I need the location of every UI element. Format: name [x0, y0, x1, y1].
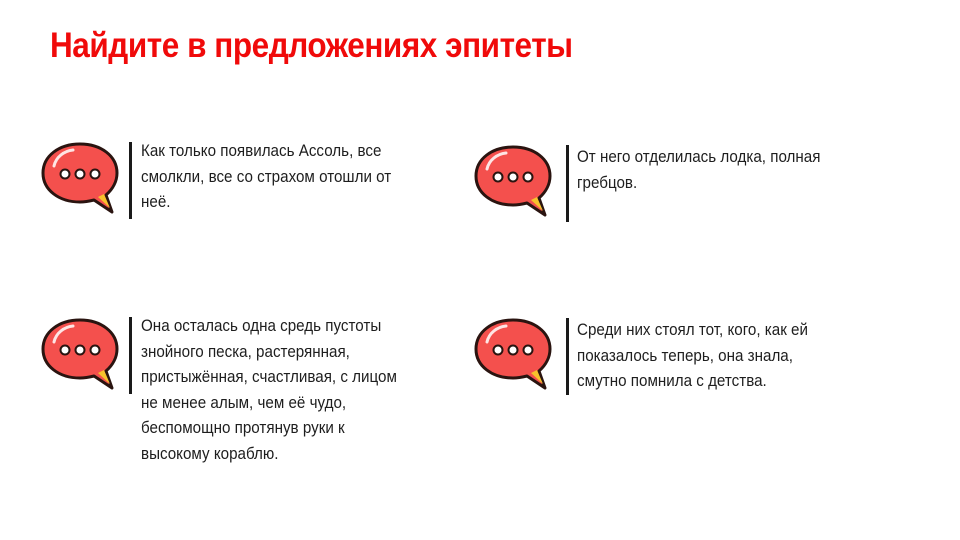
speech-bubble-icon — [40, 140, 120, 216]
sentence-text: Как только появилась Ассоль, все смолкли, все со страхом отошли от неё. — [141, 142, 392, 211]
speech-bubble-icon — [473, 316, 553, 392]
divider-line — [566, 145, 569, 222]
sentence-text: Среди них стоял тот, кого, как ей показалось теперь, она знала, смутно помнила с детства. — [577, 321, 808, 390]
sentence-text: От него отделилась лодка, полная гребцов. — [577, 148, 821, 192]
divider-line — [129, 317, 132, 394]
speech-bubble-icon — [40, 316, 120, 392]
divider-line — [566, 318, 569, 395]
speech-bubble-icon — [473, 143, 553, 219]
slide-title: Найдите в предложениях эпитеты — [50, 26, 573, 65]
sentence-text: Она осталась одна средь пустоты знойного песка, растерянная, пристыжённая, счастливая, с лицом не менее алым, чем её чудо, беспомощно протянув руки к высокому кораблю. — [141, 317, 397, 463]
divider-line — [129, 142, 132, 219]
